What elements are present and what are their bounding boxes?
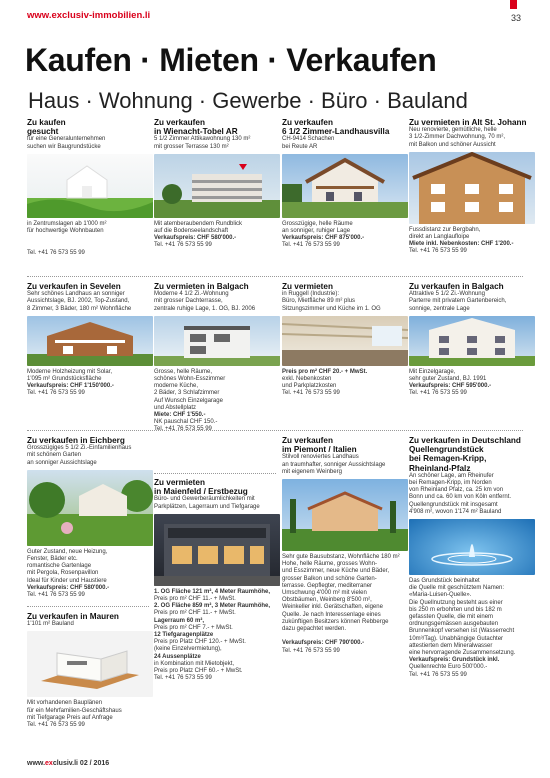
listing-subtitle: Büro- und Gewerberäumlichkeiten mit Parkplätzen, Lagerraum und Tiefgarage [154,496,260,510]
listing-body: Sehr gute Bausubstanz, Wohnfläche 180 m² Hohe, helle Räume, grosses Wohn- und Esszimmer, neue Küche und Bäder, grosser Balkon und schöne Garten- terrasse. Gepflegter, mediterraner Umschwung 4'000 m² mit vielen Obstbäumen, Weinberg 8'500 m², Weinkeller inkl. Gerätschaften, eigene Quelle. Je nach Interessenlage eines zukünftigen Besitzers können Rebberge dazu gepachtet werden. Verkaufspreis: CHF 790'000.- Tel. +41 76 573 55 99 [282,554,400,654]
listing-title: Zu vermieten in Alt St. Johann [409,118,527,127]
listing-subtitle: Attraktive 5 1/2 Zi.-Wohnung Parterre mit privatem Gartenbereich, sonnige, zentrale Lage [409,291,507,312]
listing-title: Zu vermieten in Maienfeld / Erstbezug [154,478,248,497]
listing-body: 1. OG Fläche 121 m², 4 Meter Raumhöhe, Preis pro m² CHF 11.- + MwSt. 2. OG Fläche 859 m², 3 Meter Raumhöhe, Preis pro m² CHF 11.- + MwSt. Lagerraum 60 m², Preis pro m² CHF 7.- + MwSt. 12 Tiefgaragenplätze Preis pro Platz CHF 120.- + MwSt. (keine Einzelvermietung), 24 Aussenplätze in Kombination mit Mietobjekt, Preis pro Platz CHF 60.- + MwSt. Tel. +41 76 573 55 99 [154,588,271,682]
office-photo [282,316,408,366]
listing-body: Guter Zustand, neue Heizung, Fenster, Bäder etc. romantische Gartenlage mit Pergola, Rosenpavillon Ideal für Kinder und Haustiere Verkaufspreis: CHF 580'000.- Tel. +41 76 573 55 99 [27,548,110,599]
listing-subtitle: Moderne 4 1/2 Zi.-Wohnung mit grosser Dachterrasse, zentrale ruhige Lage, 1. OG, BJ. 2006 [154,291,256,312]
apartment-photo [154,154,280,218]
listing-title: Zu verkaufen in Mauren [27,612,119,621]
listing-title: Zu verkaufen 6 1/2 Zimmer-Landhausvilla [282,118,390,137]
listing-body: Grosse, helle Räume, schönes Wohn-Esszimmer moderne Küche, 2 Bäder, 3 Schlafzimmer Auf Wunsch Einzelgarage und Abstellplatz Miete: CHF 1'550.- NK pauschal CHF 150.- Tel. +41 76 573 55 99 [154,368,226,433]
listing-body: Mit atemberaubendem Rundblick auf die Bodenseelandschaft Verkaufspreis: CHF 580'000.- Tel. +41 76 573 55 99 [154,220,243,249]
listing-card-sevelen[interactable] [27,282,153,398]
landhaus-photo [27,316,153,366]
listing-subtitle: für eine Generalunternehmen suchen wir Baugrundstücke [27,136,106,150]
page-number: 33 [510,13,521,23]
garden-photo [27,470,153,546]
page-marker [510,0,517,9]
listing-subtitle: 1'101 m² Bauland [27,621,74,628]
architecture-model-photo [27,631,153,697]
row-divider [27,606,149,607]
house-icon-photo [27,154,153,218]
listing-card-balgach-kauf[interactable] [409,282,535,398]
piemont-house-photo [282,479,408,551]
listing-card-mauren[interactable] [27,612,153,729]
page-title: Kaufen · Mieten · Verkaufen [25,42,437,78]
row-divider [27,430,523,431]
listing-body: Mit Einzelgarage, sehr guter Zustand, BJ. 1991 Verkaufspreis: CHF 595'000.- Tel. +41 76 573 55 99 [409,368,492,397]
listing-title: Zu verkaufen in Wienacht-Tobel AR [154,118,238,137]
apartment-block-photo [409,316,535,366]
commercial-building-photo [154,514,280,586]
listing-body: Preis pro m² CHF 20.- + MwSt. exkl. Nebenkosten und Parkplatzkosten Tel. +41 76 573 55 99 [282,368,368,397]
listing-card-ruggell[interactable] [282,282,408,398]
listing-title: Zu kaufen gesucht [27,118,66,137]
water-splash-photo [409,519,535,575]
listing-card-wienacht[interactable] [154,118,280,250]
listing-subtitle: 5 1/2 Zimmer Attikawohnung 130 m² mit grosser Terrasse 130 m² [154,136,251,150]
modern-house-photo [154,316,280,366]
footer: www.exclusiv.li 02 / 2016 [27,760,110,767]
listing-body: Grosszügige, helle Räume an sonniger, ruhiger Lage Verkaufspreis: CHF 875'000.- Tel. +41 76 573 55 99 [282,220,365,249]
listing-body: Fussdistanz zur Bergbahn, direkt an Langlaufloipe Miete inkl. Nebenkosten: CHF 1'200.- Tel. +41 76 573 55 99 [409,226,514,255]
listing-subtitle: in Ruggell (Industrie): Büro, Mietfläche 89 m² plus Sitzungszimmer und Küche im 1. OG [282,291,381,312]
listing-card-balgach-miete[interactable] [154,282,280,434]
villa-photo [282,154,408,218]
listing-title: Zu vermieten [282,282,333,291]
listing-card-landhausvilla[interactable] [282,118,408,250]
listing-card-eichberg[interactable] [27,436,153,599]
page-subtitle: Haus · Wohnung · Gewerbe · Büro · Bauland [28,88,468,113]
listing-title: Zu verkaufen in Balgach [409,282,504,291]
listing-card-piemont[interactable] [282,436,408,655]
listing-title: Zu verkaufen im Piemont / Italien [282,436,357,455]
listing-card-alt-st-johann[interactable] [409,118,535,256]
listing-subtitle: Neu renovierte, gemütliche, helle 3 1/2-Zimmer Dachwohnung, 70 m², mit Balkon und schöner Aussicht [409,127,506,148]
listing-card-maienfeld[interactable] [154,478,280,682]
listing-card-kaufen-gesucht[interactable] [27,118,153,257]
listing-body: Das Grundstück beinhaltet die Quelle mit geschütztem Namen: «Maria-Luisen-Quelle». Die Quellnutzung besteht aus einer bis 250 m erbohrten und bis 182 m gefassten Quelle, die mit einem ordnungsgemässen ausgebauten Brunnenkopf versehen ist (Wasserrecht 10m³/Tag). Unabhängige Gutachter attestierten dem Mineralwasser eine hervorragende Zusammensetzung. Verkaufspreis: Grundstück inkl. Quellenrechte Euro 500'000.- Tel. +41 76 573 55 99 [409,578,516,678]
listing-subtitle: Stilvoll renoviertes Landhaus an traumhafter, sonniger Aussichtslage mit eigenem Weinberg [282,454,386,475]
site-url[interactable]: www.exclusiv-immobilien.li [27,10,151,21]
listing-body: Moderne Holzheizung mit Solar, 1'095 m² Grundstücksfläche Verkaufspreis: CHF 1'150'000.- Tel. +41 76 573 55 99 [27,368,114,397]
row-divider [154,473,276,474]
listing-subtitle: Sehr schönes Landhaus an sonniger Aussichtslage, BJ. 2002, Top-Zustand, 8 Zimmer, 3 Bäder, 180 m² Wohnfläche [27,291,132,312]
listing-title: Zu verkaufen in Sevelen [27,282,121,291]
listing-title: Zu vermieten in Balgach [154,282,249,291]
listing-title: Zu verkaufen in Deutschland Quellengrundstück bei Remagen-Kripp, Rheinland-Pfalz [409,436,521,473]
listing-title: Zu verkaufen in Eichberg [27,436,125,445]
listing-body: in Zentrumslagen ab 1'000 m² für hochwertige Wohnbauten Tel. +41 76 573 55 99 [27,220,107,256]
chalet-photo [409,152,535,224]
listing-body: Mit vorhandenen Bauplänen für ein Mehrfamilien-Geschäftshaus mit Tiefgarage Preis auf Anfrage Tel. +41 76 573 55 99 [27,700,122,729]
listing-subtitle: Grosszügiges 5 1/2 Zi.-Einfamilienhaus mit schönem Garten an sonniger Aussichtslage [27,445,132,466]
listing-subtitle: CH-9414 Schachen bei Reute AR [282,136,335,150]
listing-subtitle: An schöner Lage, am Rheinufer bei Remagen-Kripp, im Norden von Rheinland Pfalz, ca. 25 km von Bonn und ca. 60 km von Köln entfernt. Quellengrundstück mit insgesamt 4'908 m², wovon 1'174 m² Bauland [409,472,512,515]
listing-card-remagen[interactable] [409,436,535,679]
row-divider [27,276,523,277]
